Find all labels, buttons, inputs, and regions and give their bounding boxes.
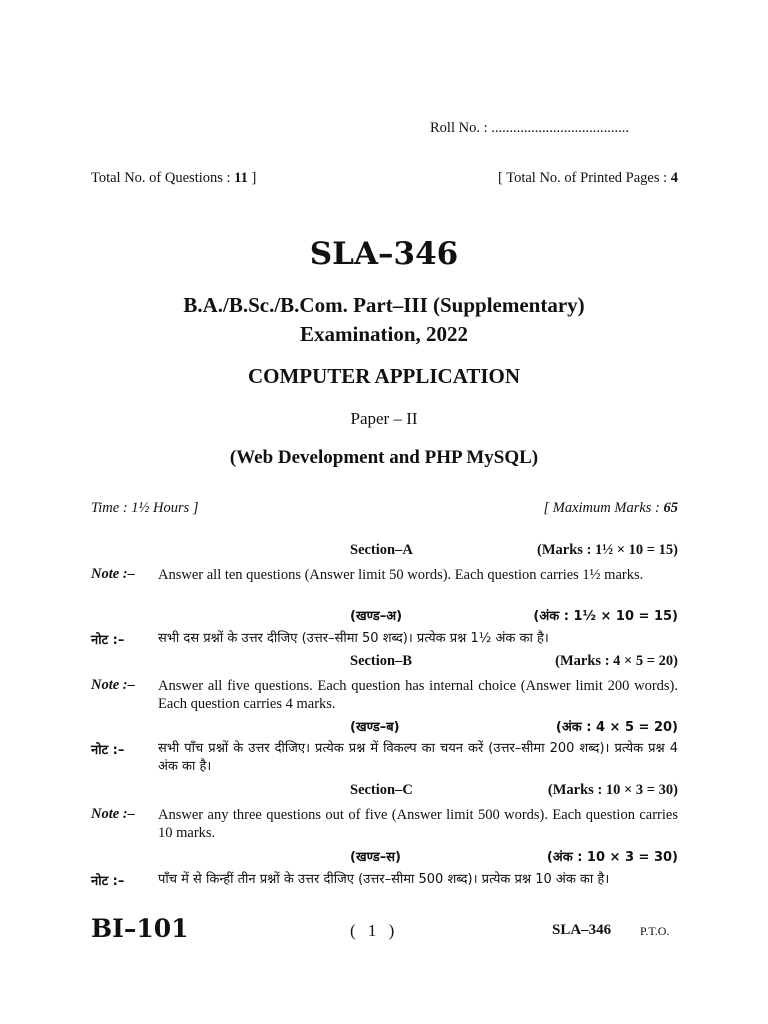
roll-number: Roll No. : ...................................... <box>430 120 629 136</box>
course-title: B.A./B.Sc./B.Com. Part–III (Supplementary) <box>183 293 585 317</box>
section-b-title: Section–B <box>350 653 413 669</box>
section-a-hindi-title: (खण्ड–अ) <box>350 609 403 624</box>
section-c-hindi-marks: (अंक : 10 × 3 = 30) <box>546 850 678 865</box>
total-questions-value: 11 <box>234 170 248 186</box>
max-marks-label: [ Maximum Marks : <box>543 500 664 516</box>
section-c-note-label: Note :– <box>91 806 135 822</box>
section-b-note-label: Note :– <box>91 677 135 693</box>
section-c-title: Section–C <box>350 782 413 798</box>
total-pages-label: [ Total No. of Printed Pages : <box>498 170 671 186</box>
section-b-hindi-title: (खण्ड–ब) <box>350 720 400 735</box>
max-marks-value: 65 <box>663 500 678 516</box>
maximum-marks <box>543 500 678 517</box>
section-b-hindi-marks: (अंक : 4 × 5 = 20) <box>555 720 678 735</box>
section-b-note-text: Answer all five questions. Each question has internal choice (Answer limit 200 words). Each question carries 4 marks. <box>158 678 678 712</box>
section-c-hindi-note-label: नोट :– <box>91 874 125 889</box>
footer-left-code: BI–101 <box>91 914 189 943</box>
section-b-hindi-note-label: नोट :– <box>91 743 125 758</box>
section-c-hindi-note-text: पाँच में से किन्हीं तीन प्रश्नों के उत्तर दीजिए (उत्तर–सीमा 500 शब्द)। प्रत्येक प्रश्न 10 अंक का है। <box>158 872 610 887</box>
exam-title: Examination, 2022 <box>299 322 469 346</box>
section-a-marks: (Marks : 1½ × 10 = 15) <box>537 542 678 558</box>
section-a-note-text: Answer all ten questions (Answer limit 50 words). Each question carries 1½ marks. <box>158 567 644 583</box>
section-b-marks: (Marks : 4 × 5 = 20) <box>555 653 678 669</box>
paper-code: SLA–346 <box>309 236 459 272</box>
section-a-title: Section–A <box>350 542 413 558</box>
total-pages <box>498 170 678 187</box>
paper-topic: (Web Development and PHP MySQL) <box>229 447 539 468</box>
total-pages-value: 4 <box>670 170 678 186</box>
section-a-hindi-note-text: सभी दस प्रश्नों के उत्तर दीजिए (उत्तर–सीमा 50 शब्द)। प्रत्येक प्रश्न 1½ अंक का है। <box>158 631 549 646</box>
section-c-note-text: Answer any three questions out of five (Answer limit 500 words). Each question carries 10 marks. <box>158 807 678 841</box>
time-limit: Time : 1½ Hours ] <box>91 500 199 516</box>
paper-number: Paper – II <box>350 409 418 428</box>
page-number: ( 1 ) <box>350 921 395 940</box>
section-c-hindi-title: (खण्ड–स) <box>350 850 401 865</box>
section-b-hindi-note-text: सभी पाँच प्रश्नों के उत्तर दीजिए। प्रत्येक प्रश्न में विकल्प का चयन करें (उत्तर–सीमा 200 शब्द)। प्रत्येक प्रश्न 4 अंक का है। <box>158 741 678 774</box>
total-questions <box>91 170 256 187</box>
section-c-marks: (Marks : 10 × 3 = 30) <box>547 782 678 798</box>
total-questions-label: Total No. of Questions : <box>91 170 235 186</box>
pto-label: P.T.O. <box>640 924 670 938</box>
total-questions-close: ] <box>247 170 257 186</box>
footer-right-code: SLA–346 <box>552 922 612 938</box>
subject-title: COMPUTER APPLICATION <box>247 364 521 388</box>
section-a-hindi-note-label: नोट :– <box>91 633 125 648</box>
section-a-hindi-marks: (अंक : 1½ × 10 = 15) <box>533 609 678 624</box>
section-a-note-label: Note :– <box>91 566 135 582</box>
